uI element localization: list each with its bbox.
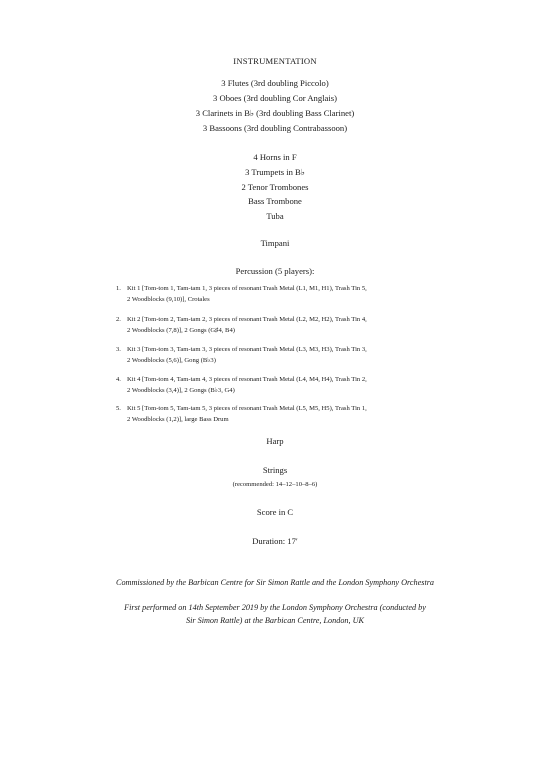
commission-note: Commissioned by the Barbican Centre for Sir Simon Rattle and the London Symphony Orchestra <box>116 578 434 587</box>
page-title: INSTRUMENTATION <box>233 56 317 66</box>
premiere-note-line-1: First performed on 14th September 2019 by the London Symphony Orchestra (conducted by <box>124 603 426 612</box>
kit-line: Kit 2 [Tom-tom 2, Tam-tam 2, 3 pieces of resonant Trash Metal (L2, M2, H2), Trash Tin 4, <box>127 316 367 323</box>
woodwind-clarinets: 3 Clarinets in B♭ (3rd doubling Bass Clarinet) <box>195 108 355 118</box>
kit-line: Kit 1 [Tom-tom 1, Tam-tam 1, 3 pieces of resonant Trash Metal (L1, M1, H1), Trash Tin 5, <box>127 285 367 292</box>
kit-number: 4. <box>116 376 121 383</box>
kit-line: Kit 3 [Tom-tom 3, Tam-tam 3, 3 pieces of resonant Trash Metal (L3, M3, H3), Trash Tin 3, <box>127 346 367 353</box>
kit-line: 2 Woodblocks (5,6)], Gong (B♭3) <box>127 357 216 364</box>
kit-number: 1. <box>116 285 121 292</box>
kit-line: Kit 5 [Tom-tom 5, Tam-tam 5, 3 pieces of resonant Trash Metal (L5, M5, H5), Trash Tin 1, <box>127 405 367 412</box>
woodwind-bassoons: 3 Bassoons (3rd doubling Contrabassoon) <box>202 123 348 133</box>
harp-label: Harp <box>266 436 284 446</box>
kit-line: 2 Woodblocks (7,8)], 2 Gongs (G♯4, B4) <box>127 327 235 334</box>
kit-line: 2 Woodblocks (9,10)], Crotales <box>127 296 210 303</box>
kit-number: 3. <box>116 346 121 353</box>
brass-horns: 4 Horns in F <box>253 152 297 162</box>
premiere-note-line-2: Sir Simon Rattle) at the Barbican Centre, London, UK <box>186 616 364 625</box>
brass-tuba: Tuba <box>266 211 284 221</box>
brass-trumpets: 3 Trumpets in B♭ <box>245 167 305 177</box>
brass-bass-trombone: Bass Trombone <box>248 196 302 206</box>
kit-line: 2 Woodblocks (1,2)], large Bass Drum <box>127 416 229 423</box>
woodwind-oboes: 3 Oboes (3rd doubling Cor Anglais) <box>213 93 337 103</box>
score-key: Score in C <box>256 507 294 517</box>
kit-line: Kit 4 [Tom-tom 4, Tam-tam 4, 3 pieces of resonant Trash Metal (L4, M4, H4), Trash Tin 2, <box>127 376 367 383</box>
percussion-heading: Percussion (5 players): <box>235 266 315 276</box>
strings-label: Strings <box>262 465 288 475</box>
kit-line: 2 Woodblocks (3,4)], 2 Gongs (B♭3, G4) <box>127 387 235 394</box>
strings-recommendation: (recommended: 14–12–10–8–6) <box>232 481 318 488</box>
timpani-label: Timpani <box>260 238 290 248</box>
brass-tenor-trombones: 2 Tenor Trombones <box>241 182 309 192</box>
duration: Duration: 17′ <box>252 536 298 546</box>
kit-number: 5. <box>116 405 121 412</box>
kit-number: 2. <box>116 316 121 323</box>
woodwind-flutes: 3 Flutes (3rd doubling Piccolo) <box>221 78 329 88</box>
